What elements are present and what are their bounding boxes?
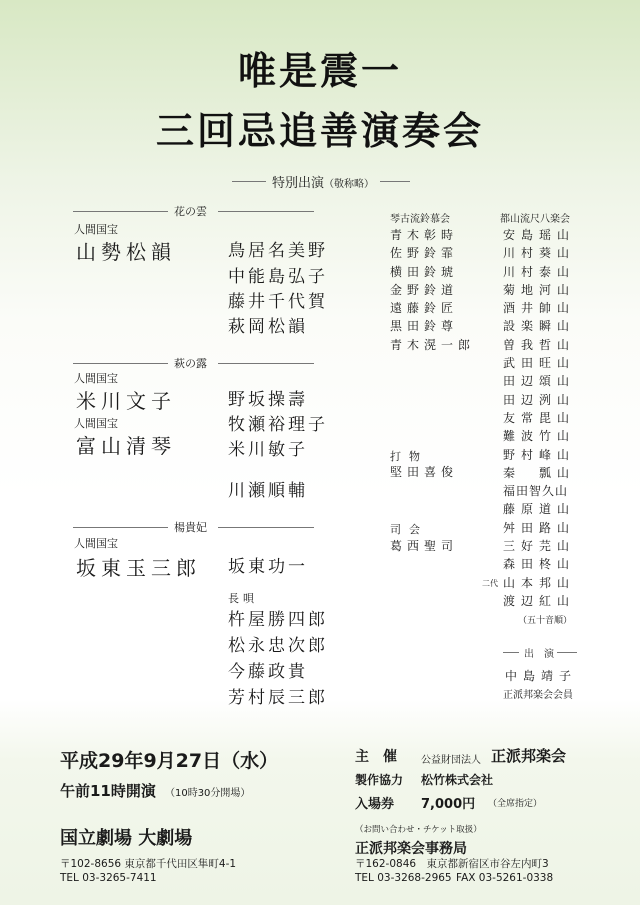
member: 難波竹山 [503, 429, 576, 444]
performer: 藤井千代賀 [228, 292, 328, 312]
contact-note: （お問い合わせ・チケット取扱） [355, 825, 482, 835]
divider [232, 181, 266, 182]
event-time-row [60, 780, 250, 801]
office-fax: FAX 03-5261-0338 [456, 872, 554, 884]
uchimono-label: 打物 [390, 450, 428, 463]
title-line-2: 三回忌追善演奏会 [155, 108, 484, 153]
performer-main: 米川文子 [76, 389, 176, 413]
member: 金野鈴道 [390, 282, 459, 297]
member: 曽我哲山 [503, 337, 576, 352]
divider [557, 652, 577, 653]
national-treasure-tag: 人間国宝 [74, 372, 118, 385]
shusai-label: 主 催 [355, 749, 397, 765]
section-heading-haginotsuyu: 萩の露 [174, 357, 207, 370]
shutsuen-affiliation: 正派邦楽会会員 [503, 690, 573, 701]
performer: 米川敏子 [228, 440, 308, 460]
member: 秦 瓢山 [503, 465, 576, 480]
office-name: 正派邦楽会事務局 [355, 841, 467, 857]
member: 川村葵山 [503, 246, 576, 261]
performer: 川瀬順輔 [228, 481, 308, 501]
ticket-price: 7,000円 [421, 797, 476, 812]
shusai-name: 正派邦楽会 [491, 747, 567, 765]
national-treasure-tag: 人間国宝 [74, 537, 118, 550]
national-treasure-tag: 人間国宝 [74, 223, 118, 236]
event-date: 平成29年9月27日（水） [60, 750, 279, 772]
member: 黒田鈴尊 [390, 319, 459, 334]
performer: 牧瀬裕理子 [228, 415, 328, 435]
performer: 杵屋勝四郎 [228, 610, 328, 630]
shusai-prefix: 公益財団法人 [421, 755, 481, 766]
venue-tel: TEL 03-3265-7411 [60, 872, 157, 884]
national-treasure-tag: 人間国宝 [74, 417, 118, 430]
event-open: （10時30分開場） [164, 788, 251, 799]
member: 酒井帥山 [503, 301, 576, 316]
group-heading-kinko: 琴古流鈴慕会 [390, 214, 450, 225]
member: 渡辺紅山 [503, 593, 576, 608]
member: 舛田路山 [503, 520, 576, 535]
member: 佐野鈴霏 [390, 246, 459, 261]
member: 菊地河山 [503, 282, 576, 297]
kinko-member-list [390, 226, 475, 354]
group-heading-tozan: 都山流尺八楽会 [500, 214, 570, 225]
member: 横田鈴琥 [390, 264, 459, 279]
member: 友常毘山 [503, 410, 576, 425]
performer: 芳村辰三郎 [228, 688, 328, 708]
kyoryoku-label: 製作協力 [355, 773, 404, 787]
uchimono-name: 堅田喜俊 [390, 465, 459, 479]
performer: 萩岡松韻 [228, 317, 308, 337]
shutsuen-heading: 出 演 [524, 649, 554, 660]
member: 武田旺山 [503, 356, 576, 371]
performer: 鳥居名美野 [228, 241, 328, 261]
member: 田辺洌山 [503, 392, 576, 407]
tozan-member-list [503, 226, 575, 610]
office-address: 〒162-0846 東京都新宿区市谷左内町3 [355, 858, 549, 870]
ticket-note: （全席指定） [488, 799, 543, 809]
event-time: 午前11時開演 [60, 782, 156, 800]
ticket-label: 入場券 [355, 797, 395, 812]
shikai-label: 司会 [390, 523, 428, 536]
performer-main: 山勢松韻 [76, 240, 176, 264]
divider [73, 211, 168, 212]
performer-main: 坂東玉三郎 [76, 556, 201, 580]
member: 森田柊山 [503, 557, 576, 572]
performer: 中能島弘子 [228, 267, 328, 287]
special-heading: 特別出演（敬称略） [272, 176, 375, 191]
member: 遠藤鈴匠 [390, 301, 459, 316]
office-tel: TEL 03-3268-2965 [355, 872, 452, 884]
performer: 松永忠次郎 [228, 636, 328, 656]
order-note: （五十音順） [518, 616, 573, 626]
divider [380, 181, 410, 182]
member: 川村泰山 [503, 264, 576, 279]
shutsuen-name: 中島靖子 [505, 669, 578, 683]
section-heading-yokihi: 楊貴妃 [174, 521, 207, 534]
divider [218, 363, 314, 364]
member: 青木滉一郎 [390, 337, 476, 352]
kyoryoku-name: 松竹株式会社 [421, 773, 494, 787]
member: 設楽瞬山 [503, 319, 576, 334]
member: 藤原道山 [503, 502, 576, 517]
divider [218, 527, 314, 528]
title-line-1: 唯是震一 [237, 48, 402, 93]
member: 青木彰時 [390, 228, 459, 242]
shikai-name: 葛西聖司 [390, 539, 459, 553]
nidai-note: 二代 [482, 579, 498, 588]
performer: 今藤政貴 [228, 662, 308, 682]
section-heading-hananokumo: 花の雲 [174, 205, 207, 218]
performer: 野坂操壽 [228, 390, 308, 410]
performer-main: 富山清琴 [76, 434, 176, 458]
performer: 坂東功一 [228, 557, 308, 577]
member: 三好芫山 [503, 539, 576, 554]
member: 安島瑶山 [503, 228, 576, 242]
member: 山本邦山 [503, 575, 576, 590]
member: 田辺頌山 [503, 374, 576, 389]
divider [218, 211, 314, 212]
nagauta-label: 長唄 [228, 592, 258, 605]
venue-address: 〒102-8656 東京都千代田区隼町4-1 [60, 858, 237, 870]
member: 福田智久山 [503, 484, 569, 499]
divider [73, 527, 168, 528]
divider [503, 652, 519, 653]
divider [73, 363, 168, 364]
member: 野村峰山 [503, 447, 576, 462]
venue: 国立劇場 大劇場 [60, 828, 193, 849]
